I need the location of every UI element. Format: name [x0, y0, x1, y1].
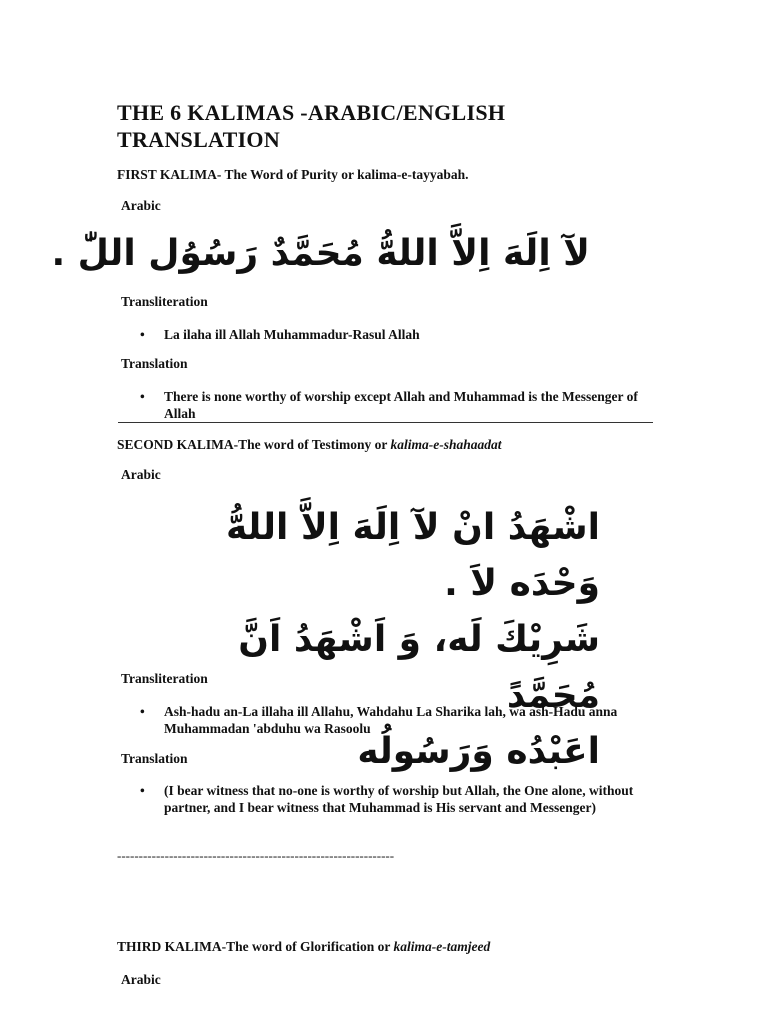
first-kalima-arabic-text: لآ اِلَهَ اِلاَّ اللهُّ مُحَمَّدٌ رَسُوُل اللّٰ . — [51, 233, 590, 274]
second-arabic-line-2: شَرِيْكَ لَه، وَ اَشْهَدُ اَنَّ مُحَمَّدً — [238, 619, 600, 716]
bullet-icon: • — [140, 389, 145, 404]
title-line-2: TRANSLATION — [117, 127, 281, 152]
third-arabic-label: Arabic — [121, 972, 161, 987]
second-kalima-heading-text: SECOND KALIMA-The word of Testimony or — [117, 437, 391, 452]
second-transliteration-text: Ash-hadu an-La illaha ill Allahu, Wahdahu La Sharika lah, wa ash-Hadu anna Muhammadan 'abduhu wa Rasoolu — [164, 704, 618, 736]
third-kalima-heading-italic: kalima-e-tamjeed — [393, 939, 491, 954]
second-arabic-line-3: اعَبْدُه وَرَسُولُه — [357, 731, 600, 772]
first-transliteration-text: La ilaha ill Allah Muhammadur-Rasul Allah — [164, 327, 420, 342]
title-line-1: THE 6 KALIMAS -ARABIC/ENGLISH — [117, 100, 506, 125]
second-translation-list — [140, 782, 660, 816]
dashed-separator: ---------------------------------------------------------------- — [117, 848, 395, 863]
third-kalima-heading — [117, 939, 490, 955]
second-arabic-label: Arabic — [121, 467, 161, 482]
bullet-icon: • — [140, 704, 145, 719]
first-translation-list — [140, 388, 640, 422]
list-item — [140, 388, 640, 422]
second-arabic-line-1: اشْهَدُ انْ لآ اِلَهَ اِلاَّ اللهُّ وَحْدَه لاَ . — [225, 507, 600, 604]
first-translation-text: There is none worthy of worship except Allah and Muhammad is the Messenger of Allah — [164, 389, 638, 421]
second-translation-text: (I bear witness that no-one is worthy of worship but Allah, the One alone, without partner, and I bear witness that Muhammad is His servant and Messenger) — [164, 783, 634, 815]
list-item — [140, 703, 660, 737]
second-kalima-heading — [117, 437, 502, 453]
section-divider — [118, 422, 653, 423]
list-item — [140, 782, 660, 816]
first-kalima-heading: FIRST KALIMA- The Word of Purity or kalima-e-tayyabah. — [117, 167, 469, 182]
page-title — [117, 99, 677, 153]
first-translation-label: Translation — [121, 356, 188, 371]
first-arabic-label: Arabic — [121, 198, 161, 213]
bullet-icon: • — [140, 783, 145, 798]
second-translation-label: Translation — [121, 751, 188, 766]
first-transliteration-label: Transliteration — [121, 294, 208, 309]
second-transliteration-list — [140, 703, 660, 737]
second-kalima-arabic-block — [150, 500, 600, 780]
bullet-icon: • — [140, 327, 145, 342]
third-kalima-heading-text: THIRD KALIMA-The word of Glorification or — [117, 939, 394, 954]
list-item — [140, 326, 660, 343]
second-transliteration-label: Transliteration — [121, 671, 208, 686]
first-transliteration-list — [140, 326, 660, 343]
second-kalima-heading-italic: kalima-e-shahaadat — [390, 437, 502, 452]
